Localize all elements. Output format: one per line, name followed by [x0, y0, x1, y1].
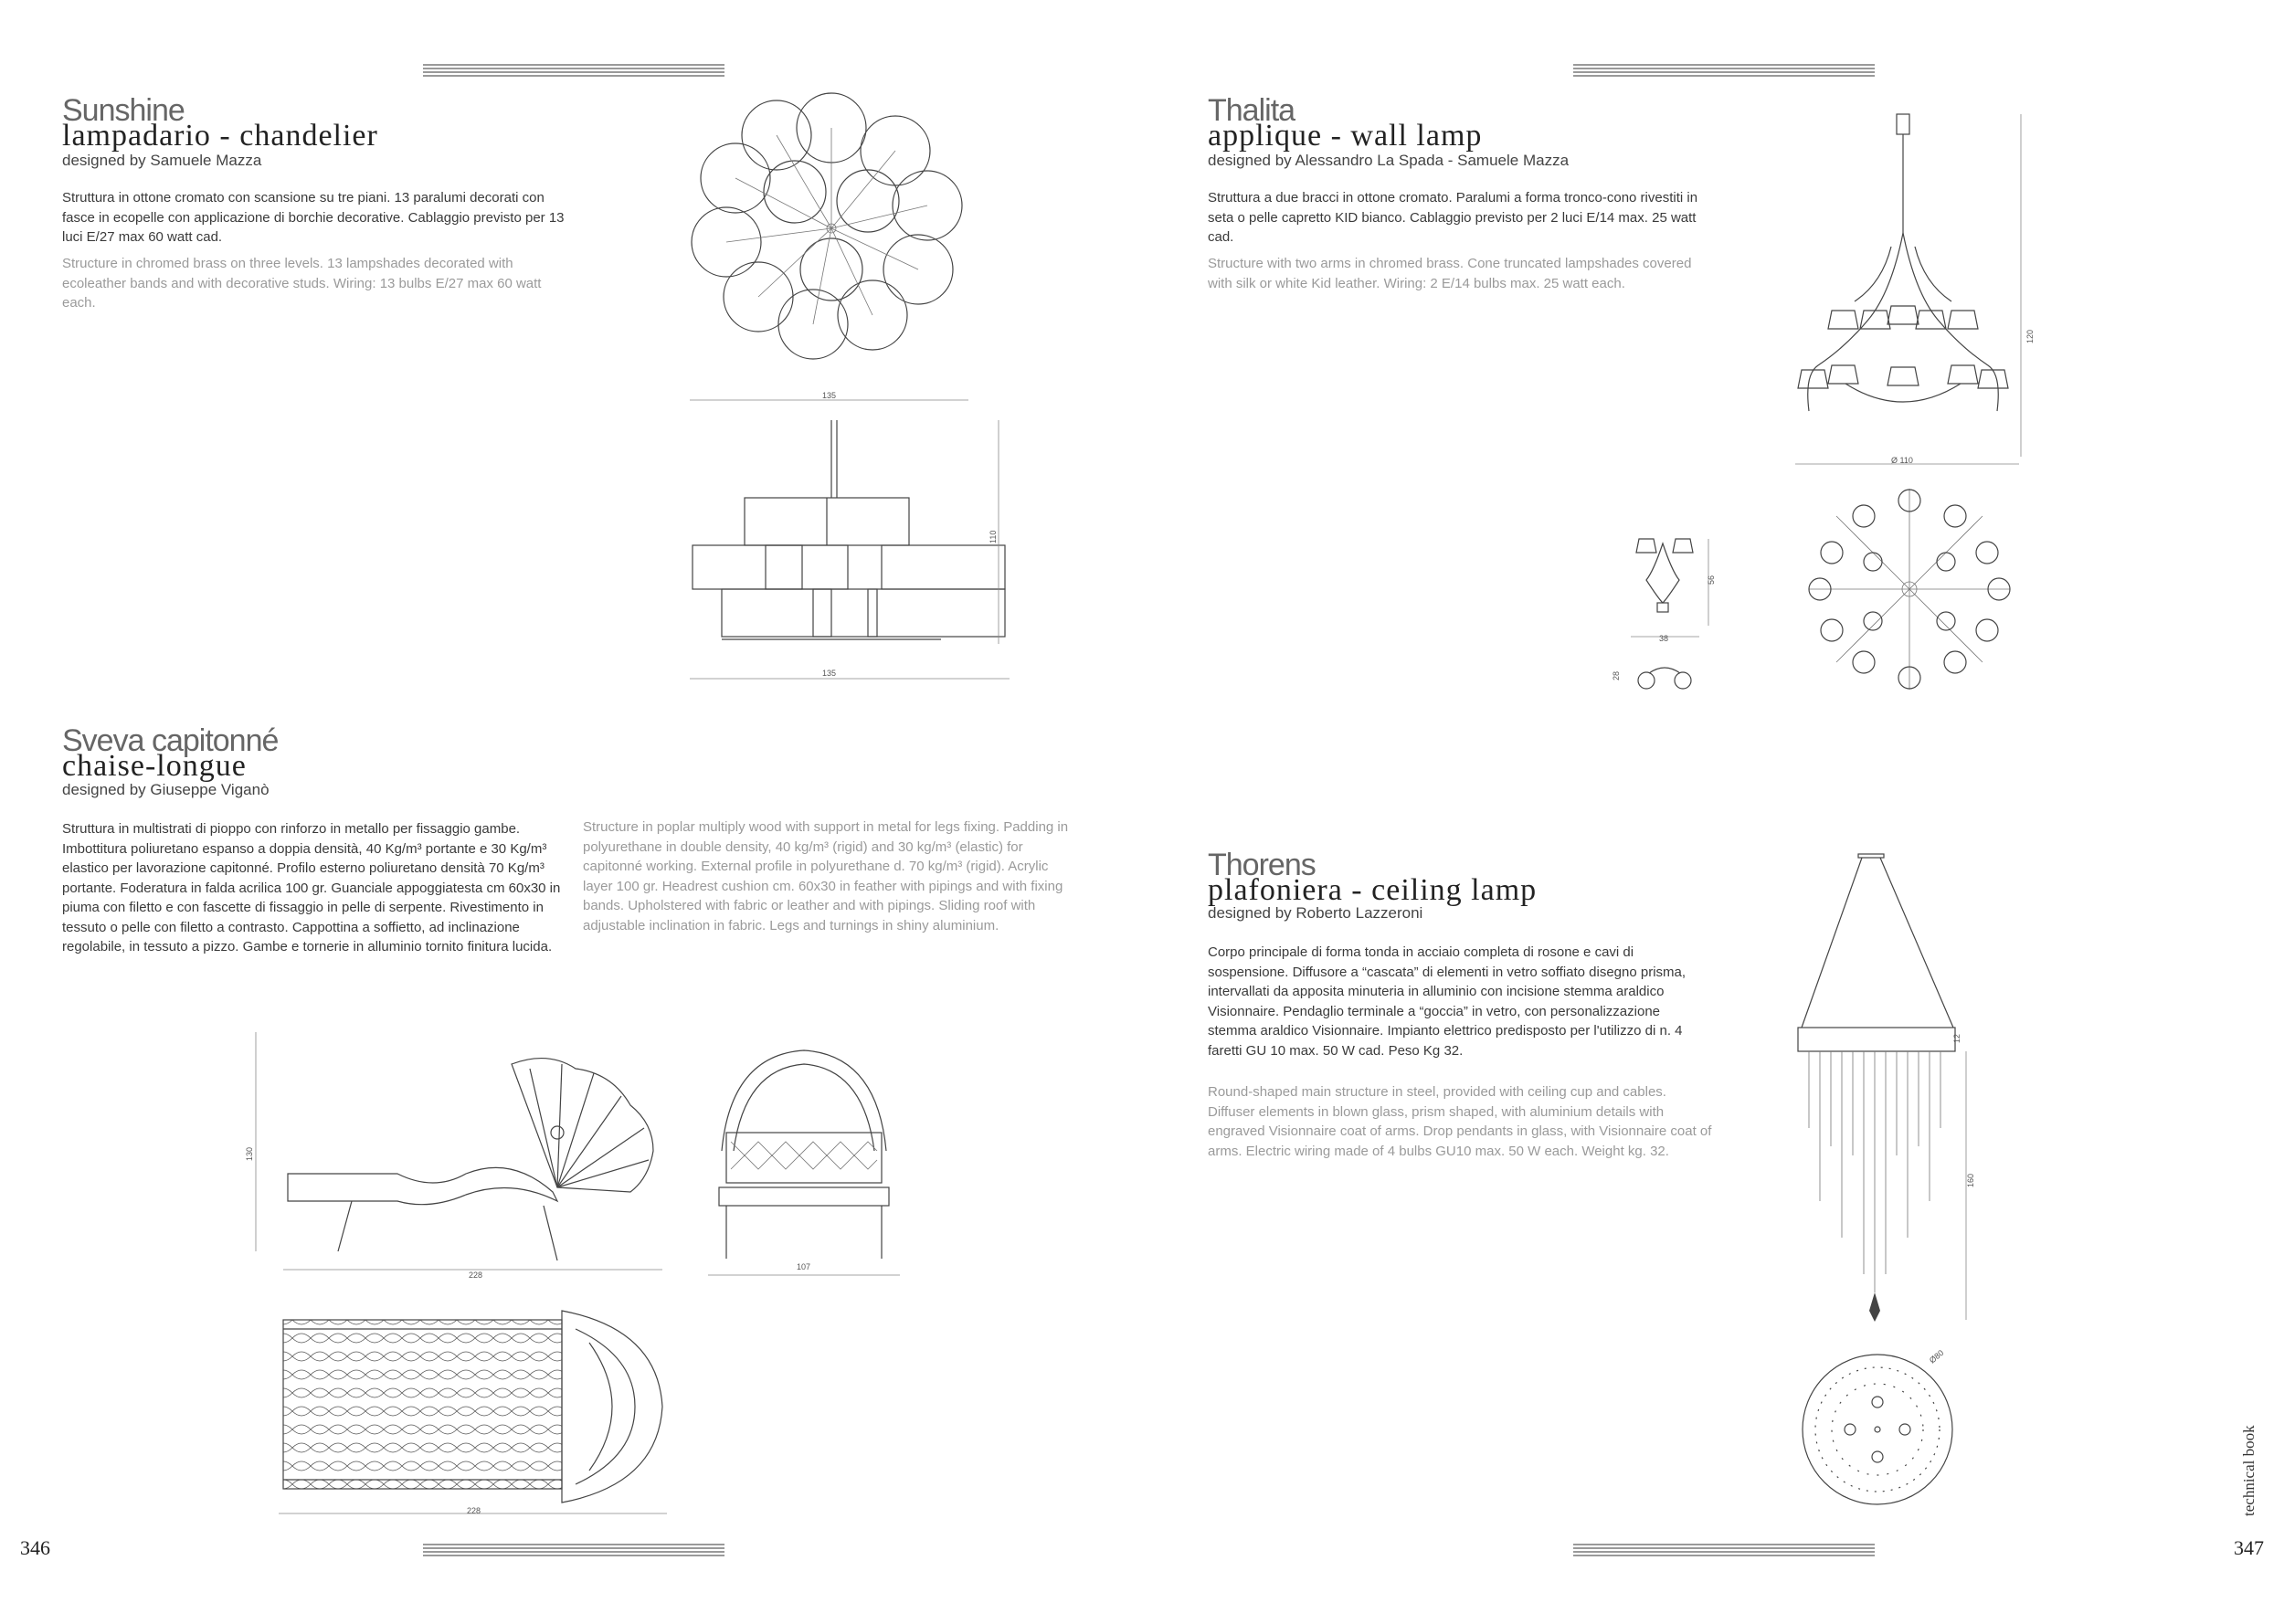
- thorens-elevation-dimensions: [1946, 1032, 1983, 1215]
- svg-text:135: 135: [822, 669, 837, 678]
- thalita-designer: designed by Alessandro La Spada - Samuele Mazza: [1208, 152, 1570, 169]
- thalita-wall-dimensions: [1612, 575, 1730, 685]
- sveva-kind: chaise-longue: [62, 749, 247, 783]
- bottom-rule-left: [423, 1544, 724, 1558]
- thalita-chandelier-dimensions: [1891, 329, 2037, 471]
- thalita-kind: applique - wall lamp: [1208, 119, 1483, 153]
- sunshine-name: Sunshine: [62, 93, 185, 128]
- top-rule-left: [423, 64, 724, 79]
- thalita-text-en: Structure with two arms in chromed brass. Cone truncated lampshades covered with silk or white Kid leather. Wiring: 2 E/14 bulbs max. 25 watt each.: [1208, 256, 1692, 291]
- sunshine-side-dimensions: [822, 667, 1005, 680]
- sunshine-text-en: Structure in chromed brass on three levels. 13 lampshades decorated with ecoleather bands and with decorative studs. Wiring: 13 bulbs E/27 max 60 watt each.: [62, 256, 542, 311]
- svg-text:Ø80: Ø80: [1927, 1347, 1946, 1366]
- sveva-top-dimension: [467, 1504, 503, 1517]
- svg-text:130: 130: [245, 1146, 254, 1161]
- thorens-kind: plafoniera - ceiling lamp: [1208, 873, 1538, 907]
- sveva-top-view-drawing: [274, 1292, 676, 1521]
- sunshine-height-dimension: [987, 525, 999, 553]
- sunshine-text-it: Struttura in ottone cromato con scansione su tre piani. 13 paralumi decorati con fasce in ecopelle con applicazione di borchie decorative. Cablaggio previsto per 13 luci E/27 max 60 watt cad.: [62, 190, 565, 245]
- sveva-name: Sveva capitonné: [62, 723, 279, 758]
- thorens-name: Thorens: [1208, 848, 1316, 882]
- thorens-plan-drawing: [1795, 1347, 1960, 1512]
- sunshine-kind: lampadario - chandelier: [62, 119, 378, 153]
- svg-text:28: 28: [1612, 670, 1621, 680]
- thalita-top-view-drawing: [1800, 484, 2019, 703]
- sveva-text-it: Struttura in multistrati di pioppo con rinforzo in metallo per fissaggio gambe. Imbottitura poliuretano espanso a doppia densità, 40 Kg/m³ portante e 30 Kg/m³ elastico per lavorazione capitonné. Profilo esterno poliuretano densità 70 Kg/m³ portante. Foderatura in falda acrilica 100 gr. Guanciale appoggiatesta cm 60x30 in piuma con filetto e con fascette di fissaggio in pelle di serpente. Rivestimento in tessuto o pelle con filetto a contrasto. Cappottina a soffietto, ad inclinazione regolabile, in tessuto a pizzo. Gambe e tornerie in alluminio tornito finitura lucida.: [62, 821, 561, 954]
- svg-text:135: 135: [822, 391, 837, 400]
- thorens-designer: designed by Roberto Lazzeroni: [1208, 904, 1423, 922]
- svg-text:228: 228: [467, 1506, 481, 1515]
- svg-text:Ø 110: Ø 110: [1891, 456, 1913, 465]
- sveva-front-dimension: [797, 1260, 833, 1273]
- page-number-right: 347: [2234, 1536, 2264, 1559]
- svg-text:120: 120: [2025, 329, 2035, 343]
- svg-text:110: 110: [989, 530, 998, 543]
- spine-label: technical book: [2240, 1425, 2258, 1516]
- thalita-text-it: Struttura a due bracci in ottone cromato. Paralumi a forma tronco-cono rivestiti in seta o pelle capretto KID bianco. Cablaggio previsto per 2 luci E/14 max. 25 watt cad.: [1208, 190, 1698, 245]
- sunshine-top-dimension: [822, 389, 859, 402]
- thorens-text-en: Round-shaped main structure in steel, provided with ceiling cup and cables. Diffuser elements in blown glass, prism shaped, with aluminium details with engraved Visionnaire coat of arms. Drop pendants in glass, with Visionnaire coat of arms. Electric wiring made of 4 bulbs GU10 max. 50 W each. Weight kg. 32.: [1208, 1084, 1712, 1159]
- page-number-left: 346: [20, 1536, 50, 1559]
- sunshine-top-view-drawing: [685, 91, 978, 402]
- svg-text:38: 38: [1659, 634, 1669, 643]
- bottom-rule-right: [1573, 1544, 1875, 1558]
- sveva-front-view-drawing: [708, 1041, 900, 1279]
- svg-text:12: 12: [1952, 1033, 1961, 1043]
- sveva-designer: designed by Giuseppe Viganò: [62, 781, 270, 798]
- sveva-side-dimensions: [247, 1137, 594, 1283]
- thorens-text-it: Corpo principale di forma tonda in acciaio completa di rosone e cavi di sospensione. Diffusore a “cascata” di elementi in vetro soffiato disegno prisma, intervallati da apposita minuteria in alluminio con incisione stemma araldico Visionnaire. Pendaglio terminale a “goccia” in vetro, con personalizzazione stemma araldico Visionnaire. Impianto elettrico predisposto per l'utilizzo di n. 4 faretti GU 10 max. 50 W cad. Peso Kg 32.: [1208, 944, 1687, 1059]
- svg-text:56: 56: [1707, 575, 1716, 585]
- sunshine-designer: designed by Samuele Mazza: [62, 152, 262, 169]
- sveva-text-en: Structure in poplar multiply wood with support in metal for legs fixing. Padding in polyurethane in double density, 40 kg/m³ (rigid) and 30 kg/m³ (elastic) for capitonné working. External profile in polyurethane d. 70 kg/m³ (rigid). Acrylic layer 100 gr. Headrest cushion cm. 60x30 in feather with pipings and with fixing bands. Upholstered with fabric or leather and with pipings. Sliding roof with adjustable inclination in fabric. Legs and turnings in shiny aluminium.: [583, 819, 1069, 933]
- svg-text:228: 228: [469, 1271, 483, 1280]
- svg-text:107: 107: [797, 1262, 811, 1271]
- sunshine-side-view-drawing: [685, 416, 1014, 680]
- top-rule-right: [1573, 64, 1875, 79]
- thalita-name: Thalita: [1208, 93, 1295, 128]
- svg-text:160: 160: [1966, 1173, 1975, 1187]
